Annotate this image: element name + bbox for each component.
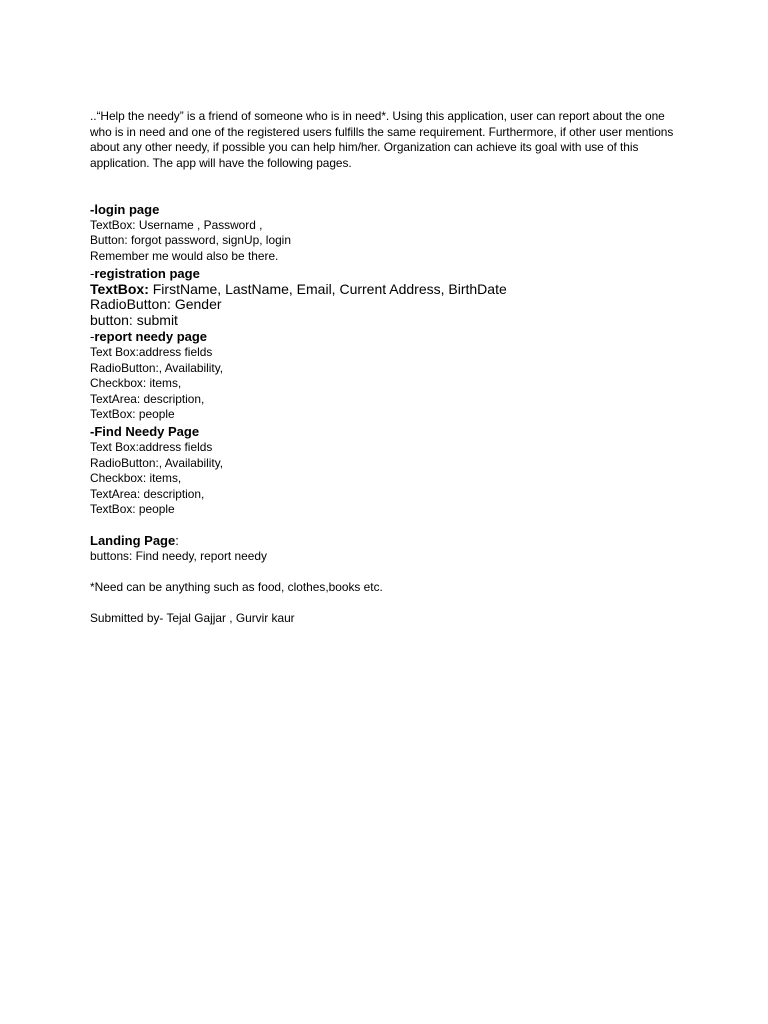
registration-button-line: button: submit	[90, 311, 178, 328]
login-textbox-line: TextBox: Username , Password ,	[90, 217, 263, 232]
find-needy-section	[90, 423, 680, 518]
section-spacer	[90, 595, 680, 611]
landing-heading-suffix: :	[175, 533, 179, 549]
landing-page-heading	[90, 532, 680, 549]
intro-paragraph: ..“Help the needy” is a friend of someone who is in need*. Using this application, user can report about the one who is in need and one of the registered users fulfills the same requirement. Furthermore, if other user mentions about any other needy, if possible you can help him/her. Organization can achieve its goal with use of this application. The app will have the following pages.	[90, 109, 674, 171]
login-section	[90, 201, 680, 265]
registration-section	[90, 265, 680, 329]
landing-section	[90, 532, 680, 565]
report-needy-page-heading	[90, 328, 680, 345]
find-needy-address-line: Text Box:address fields	[90, 440, 213, 455]
report-needy-textarea-line: TextArea: description,	[90, 391, 205, 406]
report-needy-checkbox-line: Checkbox: items,	[90, 376, 182, 391]
section-spacer	[90, 172, 680, 201]
login-page-heading: -login page	[90, 201, 160, 217]
section-spacer	[90, 565, 680, 580]
registration-textbox-fields: FirstName, LastName, Email, Current Address, BirthDate	[148, 280, 507, 297]
find-needy-page-heading: -Find Needy Page	[90, 424, 200, 440]
landing-heading-title: Landing Page	[90, 533, 176, 549]
report-needy-people-line: TextBox: people	[90, 407, 175, 422]
find-needy-textarea-line: TextArea: description,	[90, 486, 205, 501]
report-needy-heading-prefix: -	[90, 329, 95, 345]
report-needy-radio-line: RadioButton:, Availability,	[90, 360, 224, 375]
report-needy-section	[90, 328, 680, 423]
registration-heading-prefix: -	[90, 265, 95, 281]
registration-radio-line: RadioButton: Gender	[90, 296, 222, 313]
submitted-by-line: Submitted by- Tejal Gajjar , Gurvir kaur	[90, 611, 295, 626]
find-needy-radio-line: RadioButton:, Availability,	[90, 455, 224, 470]
need-note: *Need can be anything such as food, clothes,books etc.	[90, 579, 383, 594]
registration-textbox-line	[90, 282, 680, 298]
report-needy-heading-title: report needy page	[94, 329, 208, 345]
registration-heading-title: registration page	[94, 265, 200, 281]
registration-page-heading	[90, 265, 680, 282]
login-button-line: Button: forgot password, signUp, login	[90, 233, 291, 248]
report-needy-address-line: Text Box:address fields	[90, 345, 213, 360]
login-remember-line: Remember me would also be there.	[90, 249, 279, 263]
landing-buttons-line: buttons: Find needy, report needy	[90, 549, 267, 564]
find-needy-people-line: TextBox: people	[90, 502, 175, 517]
document-content	[90, 109, 680, 627]
section-spacer	[90, 518, 680, 532]
find-needy-checkbox-line: Checkbox: items,	[90, 471, 182, 486]
registration-textbox-label: TextBox:	[90, 280, 149, 297]
